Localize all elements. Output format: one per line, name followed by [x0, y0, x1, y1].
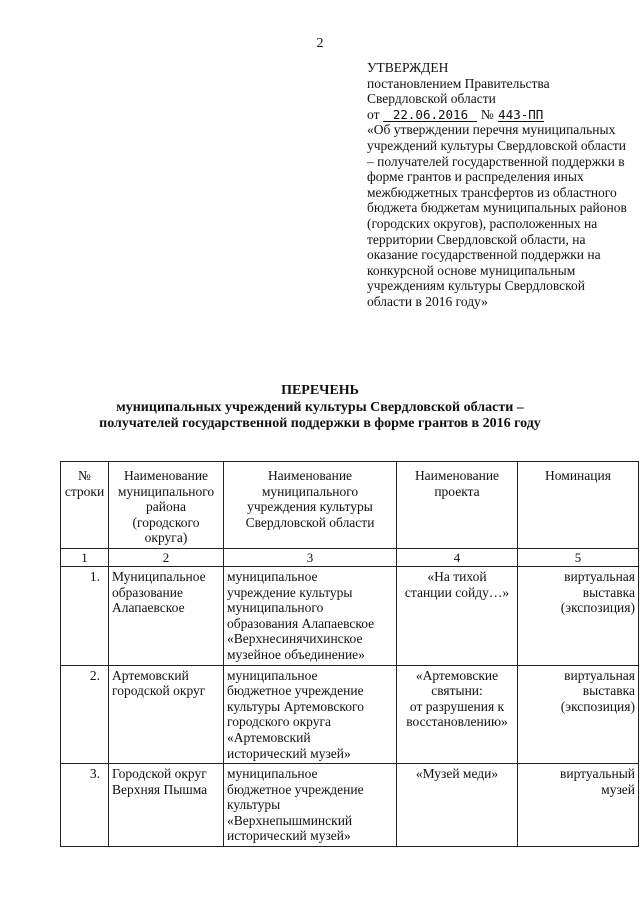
- table-row: [61, 665, 639, 764]
- approval-date-line: [367, 107, 632, 123]
- row-district: Муниципальное образование Алапаевское: [109, 566, 224, 665]
- header-institution: Наименование муниципального учреждения культуры Свердловской области: [224, 462, 397, 549]
- list-title-line-3: получателей государственной поддержки в форме грантов в 2016 году: [99, 416, 541, 431]
- list-title: [0, 383, 640, 433]
- row-number: 2.: [61, 665, 109, 764]
- table-row: [61, 764, 639, 847]
- row-project: «Музей меди»: [397, 764, 518, 847]
- grants-table: [60, 461, 639, 847]
- number-prefix: №: [480, 106, 494, 122]
- date-prefix: от: [367, 106, 380, 122]
- page-number: 2: [316, 36, 324, 51]
- header-project: Наименование проекта: [397, 462, 518, 549]
- list-title-line-2: муниципальных учреждений культуры Свердловской области –: [116, 399, 524, 415]
- column-number: 1: [61, 548, 109, 566]
- row-number: 3.: [61, 764, 109, 847]
- approval-line-1: постановлением Правительства: [367, 75, 550, 91]
- row-nomination: виртуальная выставка (экспозиция): [518, 566, 639, 665]
- column-number: 4: [397, 548, 518, 566]
- row-nomination: виртуальная выставка (экспозиция): [518, 665, 639, 764]
- approval-heading: УТВЕРЖДЕН: [367, 60, 449, 75]
- header-district: Наименование муниципального района (городского округа): [109, 462, 224, 549]
- row-number: 1.: [61, 566, 109, 665]
- approval-date: 22.06.2016: [383, 108, 477, 122]
- column-number: 3: [224, 548, 397, 566]
- approval-block: [367, 60, 632, 310]
- row-district: Городской округ Верхняя Пышма: [109, 764, 224, 847]
- row-institution: муниципальное учреждение культуры муниципального образования Алапаевское «Верхнесинячихинское музейное объединение»: [224, 566, 397, 665]
- row-institution: муниципальное бюджетное учреждение культуры Артемовского городского округа «Артемовский исторический музей»: [224, 665, 397, 764]
- resolution-title: «Об утверждении перечня муниципальных учреждений культуры Свердловской области – получателей государственной поддержки в форме грантов и распределения иных межбюджетных трансфертов из областного бюджета бюджетам муниципальных районов (городских округов), расположенных на территории Свердловской области, на оказание государственной поддержки на конкурсной основе муниципальным учреждениям культуры Свердловской области в 2016 году»: [367, 122, 627, 309]
- table-header-row: [61, 462, 639, 549]
- approval-number: 443-ПП: [498, 106, 544, 122]
- row-project: «На тихой станции сойду…»: [397, 566, 518, 665]
- row-project: «Артемовские святыни: от разрушения к восстановлению»: [397, 665, 518, 764]
- approval-line-2: Свердловской области: [367, 91, 496, 107]
- header-nomination: Номинация: [518, 462, 639, 549]
- row-nomination: виртуальный музей: [518, 764, 639, 847]
- column-number: 5: [518, 548, 639, 566]
- table-row: [61, 566, 639, 665]
- row-district: Артемовский городской округ: [109, 665, 224, 764]
- column-number: 2: [109, 548, 224, 566]
- list-title-line-1: ПЕРЕЧЕНЬ: [281, 383, 359, 398]
- header-row-number: № строки: [61, 462, 109, 549]
- column-number-row: [61, 548, 639, 566]
- row-institution: муниципальное бюджетное учреждение культуры «Верхнепышминский исторический музей»: [224, 764, 397, 847]
